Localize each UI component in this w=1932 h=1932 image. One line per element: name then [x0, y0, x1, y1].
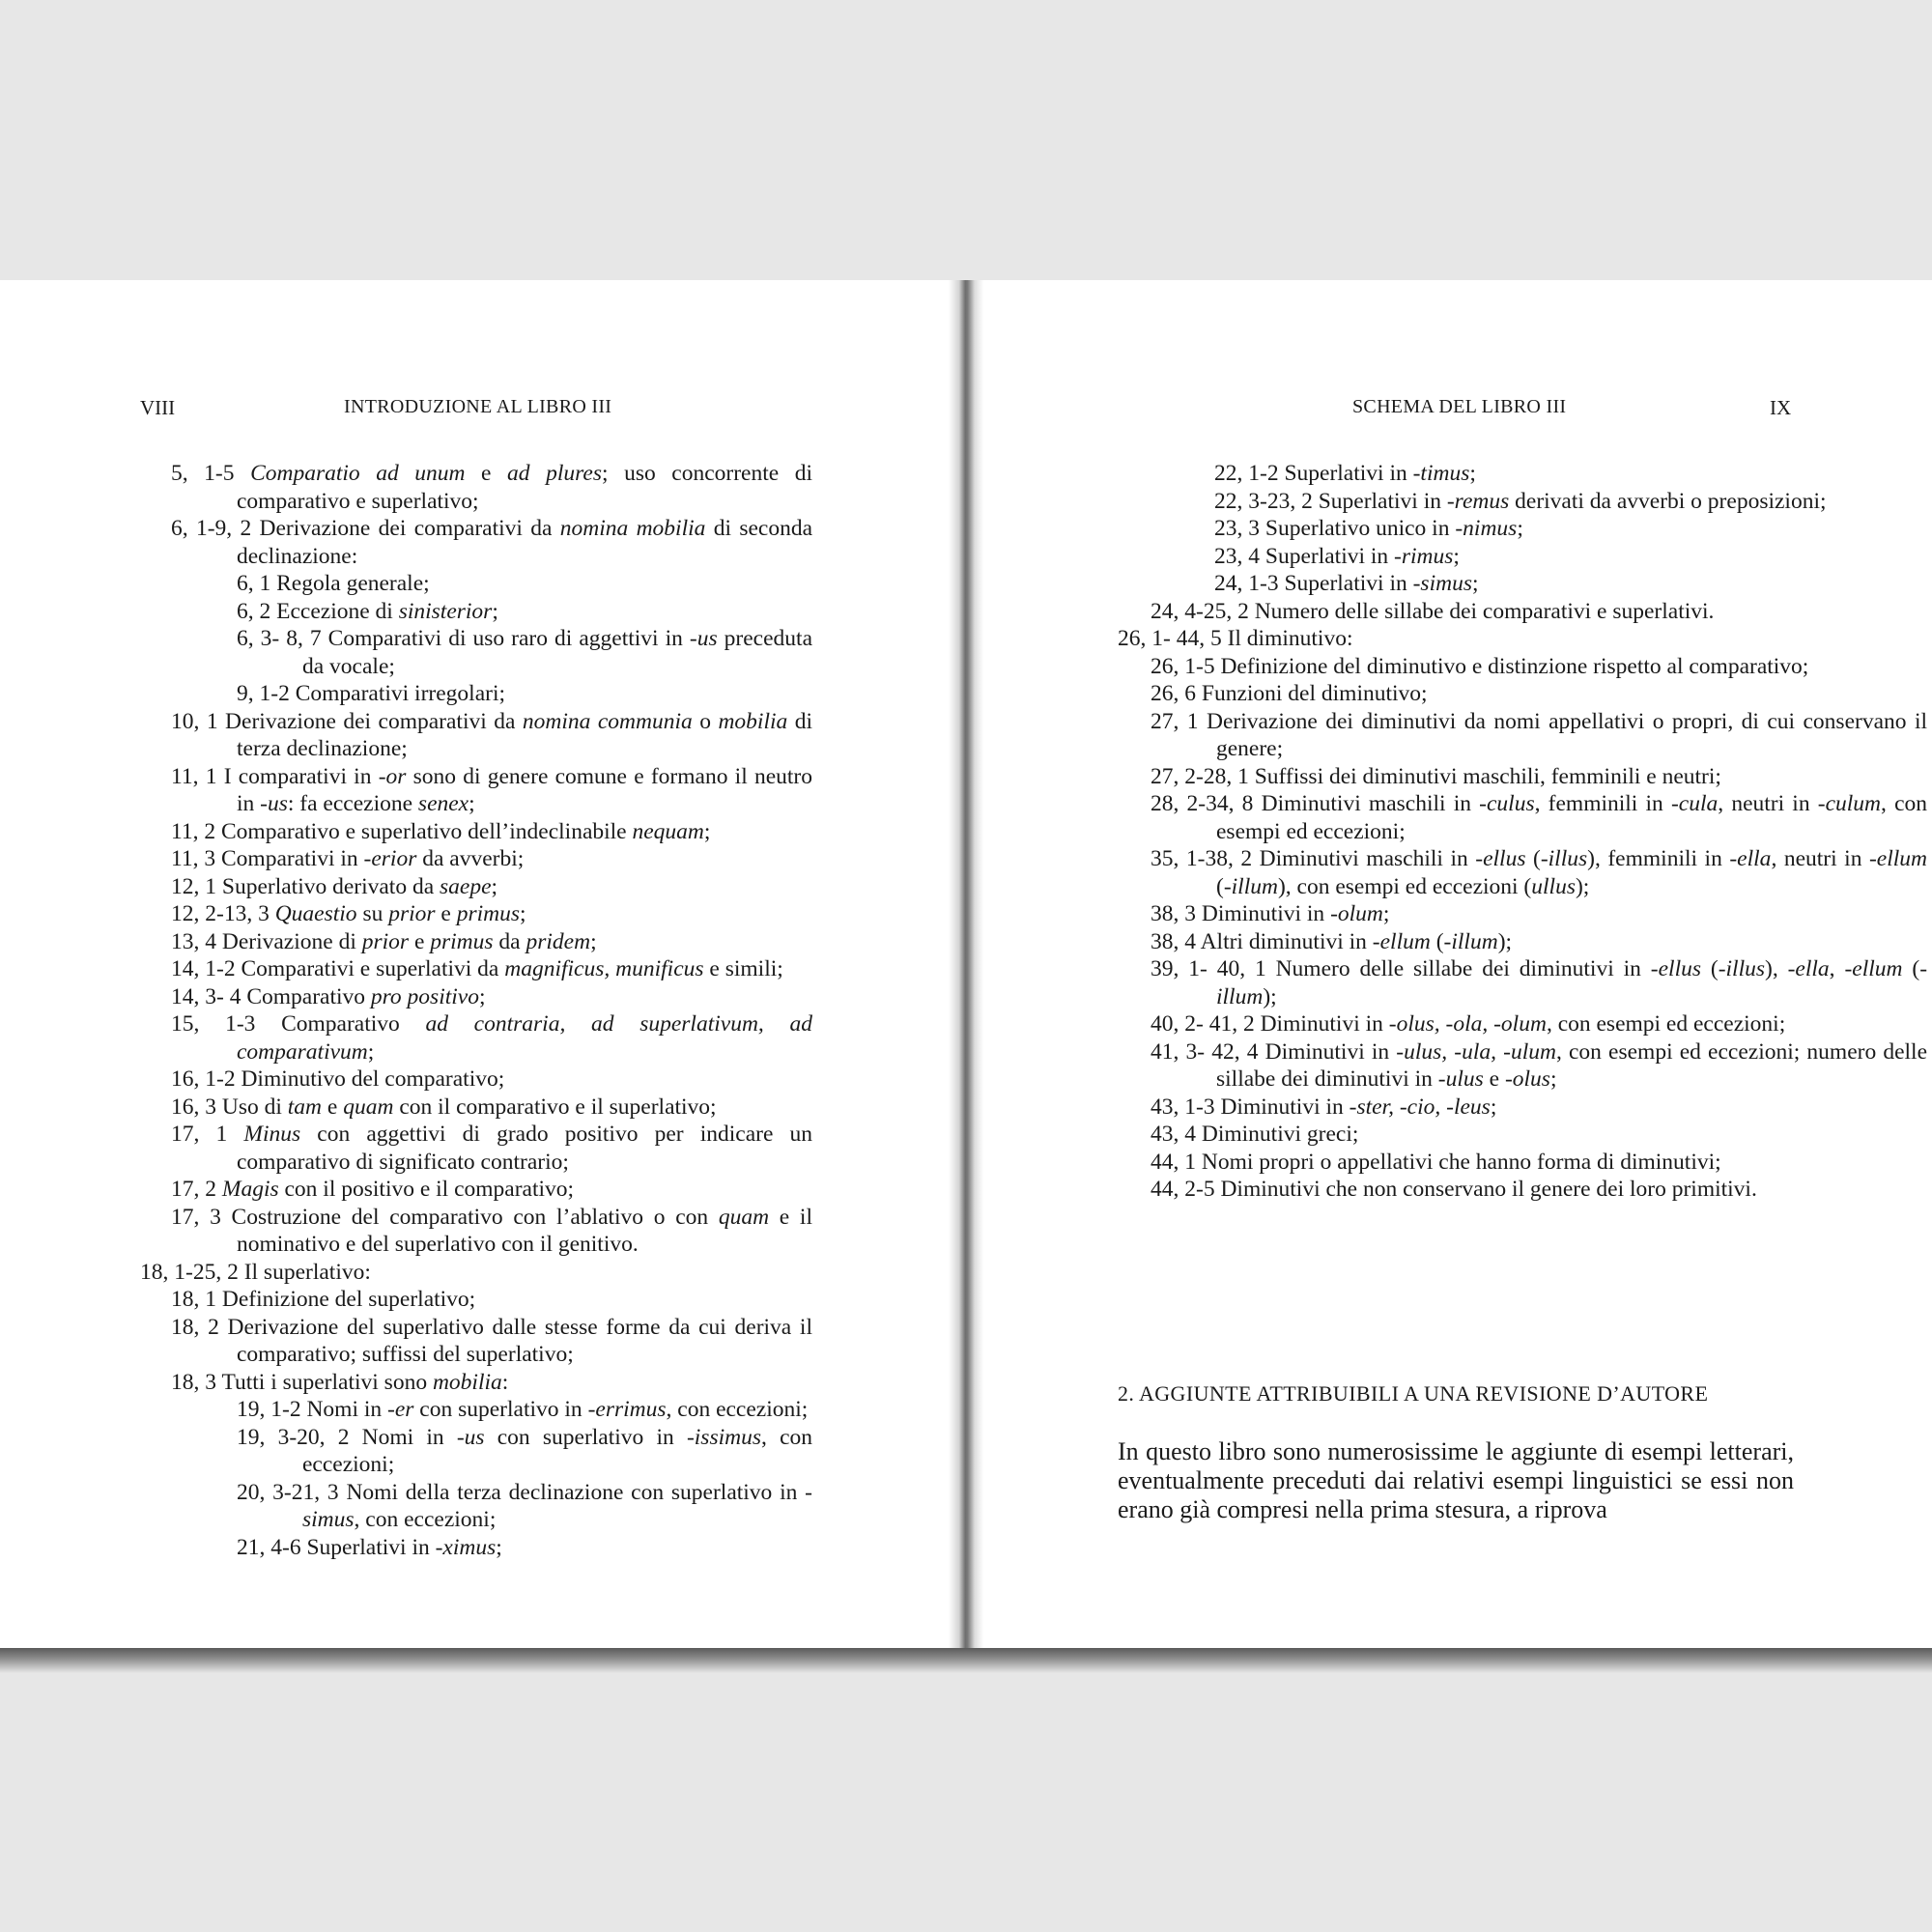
outline-entry: 14, 1-2 Comparativi e superlativi da magnificus, munificus e simili;	[171, 956, 783, 981]
outline-entry: 17, 3 Costruzione del comparativo con l’ablativo o con quam e il nominativo e del superlativo con il genitivo.	[171, 1204, 812, 1257]
outline-entry: 10, 1 Derivazione dei comparativi da nomina communia o mobilia di terza declinazione;	[171, 708, 813, 761]
left-page	[0, 280, 949, 1652]
right-page	[983, 280, 1932, 1652]
outline-list	[1118, 460, 1927, 1204]
outline-entry: 17, 1 Minus con aggettivi di grado positivo per indicare un comparativo di significato contrario;	[171, 1122, 813, 1175]
outline-entry: 35, 1-38, 2 Diminutivi maschili in -ellus (-illus), femminili in -ella, neutri in -ellum (-illum), con esempi ed eccezioni (ullus);	[1151, 846, 1928, 899]
outline-entry: 22, 1-2 Superlativi in -timus;	[1214, 461, 1476, 486]
outline-entry: 44, 1 Nomi propri o appellativi che hanno forma di diminutivi;	[1151, 1149, 1721, 1175]
outline-entry: 11, 2 Comparativo e superlativo dell’indeclinabile nequam;	[171, 818, 711, 844]
outline-entry: 26, 6 Funzioni del diminutivo;	[1151, 681, 1428, 706]
outline-entry: 18, 1 Definizione del superlativo;	[171, 1287, 476, 1312]
outline-entry: 44, 2-5 Diminutivi che non conservano il genere dei loro primitivi.	[1151, 1177, 1757, 1202]
outline-entry: 19, 3-20, 2 Nomi in -us con superlativo in -issimus, con eccezioni;	[237, 1424, 812, 1477]
outline-entry: 6, 3- 8, 7 Comparativi di uso raro di aggettivi in -us preceduta da vocale;	[237, 626, 812, 679]
outline-entry: 12, 1 Superlativo derivato da saepe;	[171, 873, 498, 899]
outline-entry: 24, 4-25, 2 Numero delle sillabe dei comparativi e superlativi.	[1151, 598, 1715, 624]
outline-entry: 23, 3 Superlativo unico in -nimus;	[1214, 516, 1523, 541]
page-number: VIII	[140, 396, 176, 419]
outline-entry: 17, 2 Magis con il positivo e il comparativo;	[171, 1177, 575, 1202]
outline-entry: 6, 1 Regola generale;	[237, 571, 430, 596]
outline-entry: 24, 1-3 Superlativi in -simus;	[1214, 571, 1479, 596]
outline-entry: 16, 3 Uso di tam e quam con il comparativo e il superlativo;	[171, 1094, 717, 1120]
outline-entry: 12, 2-13, 3 Quaestio su prior e primus;	[171, 901, 526, 926]
outline-entry: 11, 3 Comparativi in -erior da avverbi;	[171, 846, 525, 871]
outline-entry: 13, 4 Derivazione di prior e primus da pridem;	[171, 928, 597, 954]
outline-entry: 15, 1-3 Comparativo ad contraria, ad superlativum, ad comparativum;	[171, 1011, 812, 1065]
outline-entry: 43, 4 Diminutivi greci;	[1151, 1122, 1359, 1147]
outline-entry: 38, 4 Altri diminutivi in -ellum (-illum);	[1151, 928, 1513, 954]
body-paragraph: In questo libro sono numerosissime le aggiunte di esempi letterari, eventualmente preceduti dai relativi esempi linguistici se essi non erano già compresi nella prima stesura, a riprova	[1118, 1437, 1794, 1523]
outline-list	[140, 460, 812, 1561]
running-head: SCHEMA DEL LIBRO III	[1352, 396, 1567, 417]
outline-entry: 23, 4 Superlativi in -rimus;	[1214, 543, 1460, 569]
page-shadow	[0, 1648, 1932, 1673]
outline-entry: 27, 2-28, 1 Suffissi dei diminutivi maschili, femminili e neutri;	[1151, 763, 1721, 789]
outline-entry: 27, 1 Derivazione dei diminutivi da nomi appellativi o propri, di cui conservano il genere;	[1151, 708, 1927, 761]
running-head: INTRODUZIONE AL LIBRO III	[344, 396, 612, 417]
outline-entry: 18, 2 Derivazione del superlativo dalle stesse forme da cui deriva il comparativo; suffissi del superlativo;	[171, 1314, 812, 1367]
outline-entry: 43, 1-3 Diminutivi in -ster, -cio, -leus;	[1151, 1094, 1497, 1120]
outline-entry: 14, 3- 4 Comparativo pro positivo;	[171, 983, 486, 1009]
outline-entry: 16, 1-2 Diminutivo del comparativo;	[171, 1066, 505, 1092]
book-spread	[0, 280, 1932, 1652]
outline-entry: 40, 2- 41, 2 Diminutivi in -olus, -ola, -olum, con esempi ed eccezioni;	[1151, 1011, 1786, 1037]
outline-entry: 21, 4-6 Superlativi in -ximus;	[237, 1534, 502, 1560]
section-heading: 2. AGGIUNTE ATTRIBUIBILI A UNA REVISIONE D’AUTORE	[1118, 1381, 1709, 1406]
outline-entry: 18, 3 Tutti i superlativi sono mobilia:	[171, 1369, 509, 1395]
book-gutter	[949, 280, 983, 1652]
page-number: IX	[1770, 396, 1792, 419]
outline-entry: 38, 3 Diminutivi in -olum;	[1151, 901, 1390, 926]
outline-entry: 5, 1-5 Comparatio ad unum e ad plures; uso concorrente di comparativo e superlativo;	[171, 461, 812, 514]
outline-entry: 6, 1-9, 2 Derivazione dei comparativi da nomina mobilia di seconda declinazione:	[171, 516, 813, 569]
outline-entry: 6, 2 Eccezione di sinisterior;	[237, 598, 498, 624]
outline-entry: 22, 3-23, 2 Superlativi in -remus derivati da avverbi o preposizioni;	[1214, 488, 1827, 514]
outline-entry: 18, 1-25, 2 Il superlativo:	[140, 1259, 371, 1285]
outline-entry: 9, 1-2 Comparativi irregolari;	[237, 681, 506, 706]
outline-entry: 26, 1-5 Definizione del diminutivo e distinzione rispetto al comparativo;	[1151, 653, 1809, 679]
outline-entry: 28, 2-34, 8 Diminutivi maschili in -culus, femminili in -cula, neutri in -culum, con esempi ed eccezioni;	[1151, 791, 1928, 844]
outline-entry: 11, 1 I comparativi in -or sono di genere comune e formano il neutro in -us: fa eccezione senex;	[171, 763, 812, 816]
outline-entry: 26, 1- 44, 5 Il diminutivo:	[1118, 626, 1353, 651]
outline-entry: 39, 1- 40, 1 Numero delle sillabe dei diminutivi in -ellus (-illus), -ella, -ellum (-illum);	[1151, 956, 1928, 1009]
outline-entry: 19, 1-2 Nomi in -er con superlativo in -errimus, con eccezioni;	[237, 1397, 809, 1422]
outline-entry: 20, 3-21, 3 Nomi della terza declinazione con superlativo in -simus, con eccezioni;	[237, 1479, 812, 1532]
outline-entry: 41, 3- 42, 4 Diminutivi in -ulus, -ula, -ulum, con esempi ed eccezioni; numero delle sillabe dei diminutivi in -ulus e -olus;	[1151, 1038, 1928, 1092]
